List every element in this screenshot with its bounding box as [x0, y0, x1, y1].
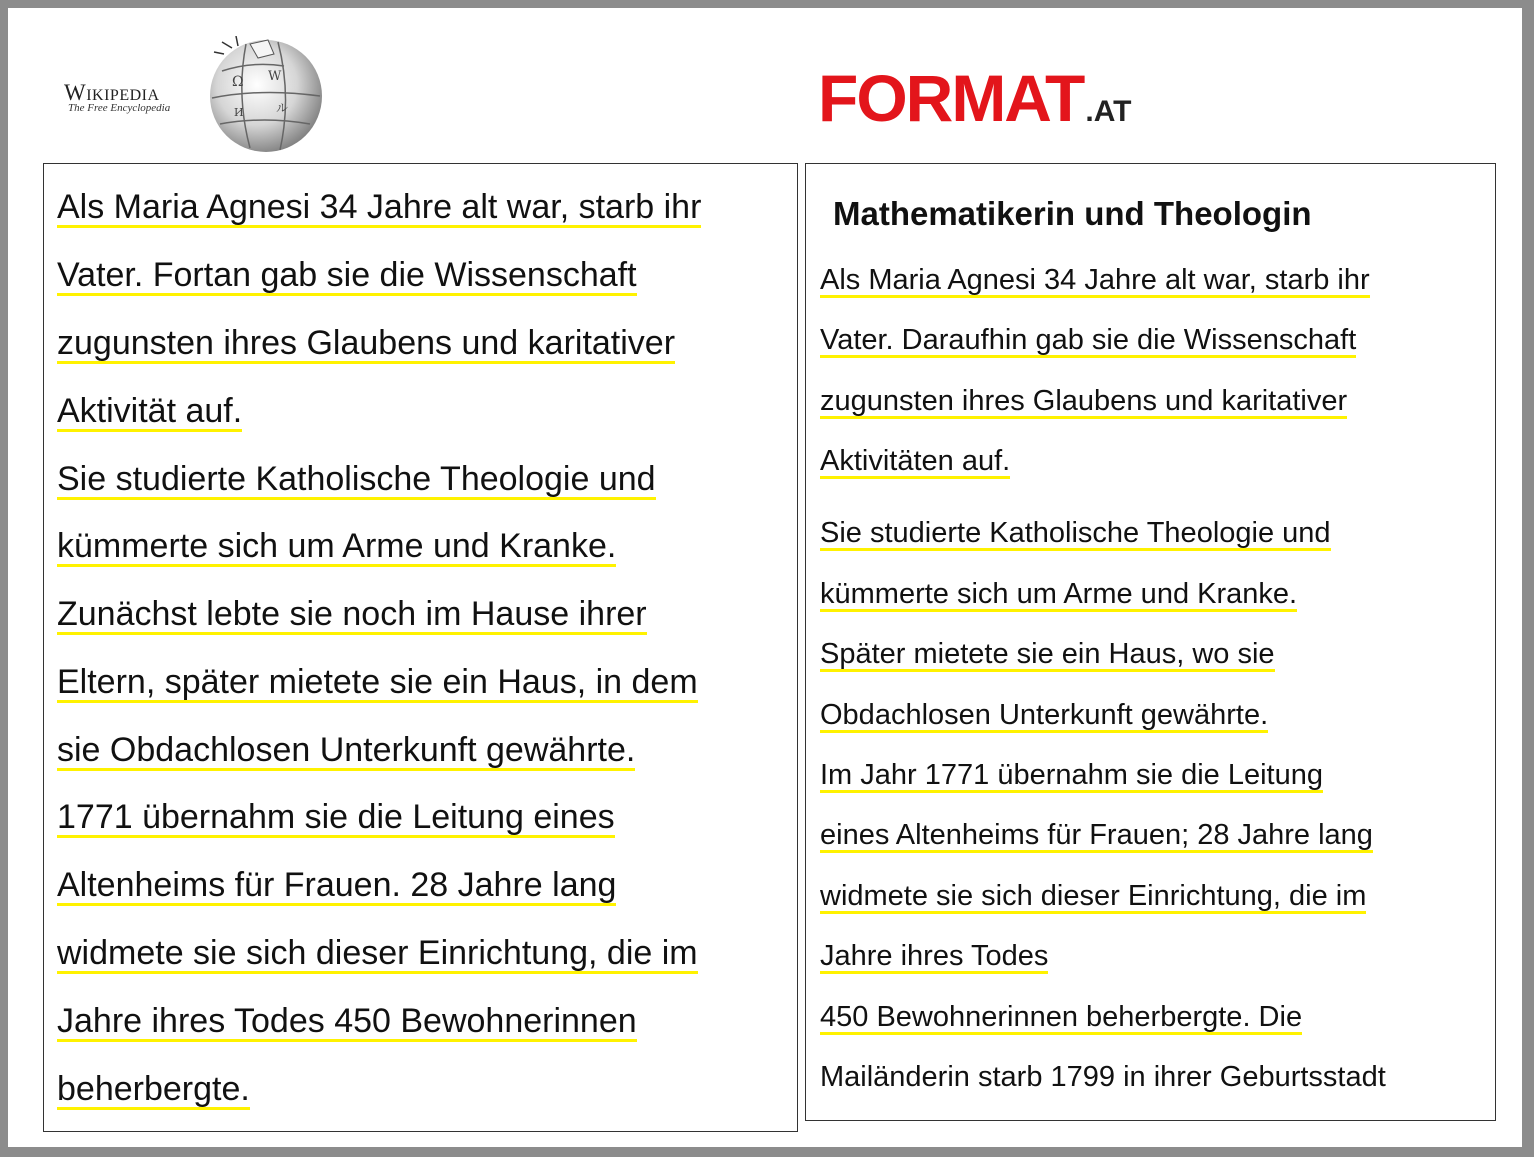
- text-line: zugunsten ihres Glaubens und karitativer: [57, 324, 676, 362]
- format-text-panel: [805, 163, 1496, 1121]
- wikipedia-logo: [60, 36, 340, 156]
- text-line: Als Maria Agnesi 34 Jahre alt war, starb ihr: [57, 188, 702, 226]
- text-line: Vater. Daraufhin gab sie die Wissenschaft: [820, 324, 1357, 356]
- text-line: 450 Bewohnerinnen beherbergte. Die: [820, 1001, 1303, 1033]
- text-line: kümmerte sich um Arme und Kranke.: [820, 578, 1298, 610]
- svg-text:ル: ル: [276, 101, 289, 115]
- svg-text:И: И: [234, 106, 244, 119]
- format-suffix: .AT: [1085, 95, 1132, 128]
- text-line: 1771 übernahm sie die Leitung eines: [57, 798, 615, 836]
- text-line: Altenheims für Frauen. 28 Jahre lang: [57, 866, 617, 904]
- text-line: Zunächst lebte sie noch im Hause ihrer: [57, 595, 647, 633]
- text-line: widmete sie sich dieser Einrichtung, die im: [57, 934, 698, 972]
- wikipedia-globe-icon: [192, 36, 332, 154]
- text-line: Vater. Fortan gab sie die Wissenschaft: [57, 256, 637, 294]
- text-line: Aktivität auf.: [57, 392, 243, 430]
- text-line: Im Jahr 1771 übernahm sie die Leitung: [820, 759, 1323, 791]
- text-line: Jahre ihres Todes 450 Bewohnerinnen: [57, 1002, 637, 1040]
- text-line: Jahre ihres Todes: [820, 940, 1049, 972]
- text-line: kümmerte sich um Arme und Kranke.: [57, 527, 617, 565]
- text-line: Als Maria Agnesi 34 Jahre alt war, starb ihr: [820, 264, 1370, 296]
- article-title: Mathematikerin und Theologin: [833, 195, 1312, 232]
- wikipedia-wordmark: Wikipedia: [64, 80, 160, 105]
- text-line: widmete sie sich dieser Einrichtung, die im: [820, 880, 1367, 912]
- text-line: Obdachlosen Unterkunft gewährte.: [820, 699, 1269, 731]
- format-logo: [818, 60, 1131, 136]
- slide: [8, 8, 1522, 1147]
- wikipedia-tagline: The Free Encyclopedia: [68, 102, 171, 114]
- text-line: Später mietete sie ein Haus, wo sie: [820, 638, 1275, 670]
- format-wordmark: FORMAT: [818, 61, 1084, 135]
- text-line: Mailänderin starb 1799 in ihrer Geburtsstadt: [820, 1061, 1386, 1093]
- text-line: Aktivitäten auf.: [820, 445, 1011, 477]
- text-line: eines Altenheims für Frauen; 28 Jahre lang: [820, 819, 1373, 851]
- text-line: Eltern, später mietete sie ein Haus, in dem: [57, 663, 698, 701]
- svg-text:Ω: Ω: [232, 74, 244, 90]
- svg-text:W: W: [268, 69, 282, 84]
- text-line: sie Obdachlosen Unterkunft gewährte.: [57, 731, 636, 769]
- text-line: Sie studierte Katholische Theologie und: [820, 517, 1331, 549]
- text-line: Sie studierte Katholische Theologie und: [57, 460, 656, 498]
- text-line: beherbergte.: [57, 1070, 250, 1108]
- wikipedia-text-panel: [43, 163, 798, 1132]
- text-line: zugunsten ihres Glaubens und karitativer: [820, 385, 1348, 417]
